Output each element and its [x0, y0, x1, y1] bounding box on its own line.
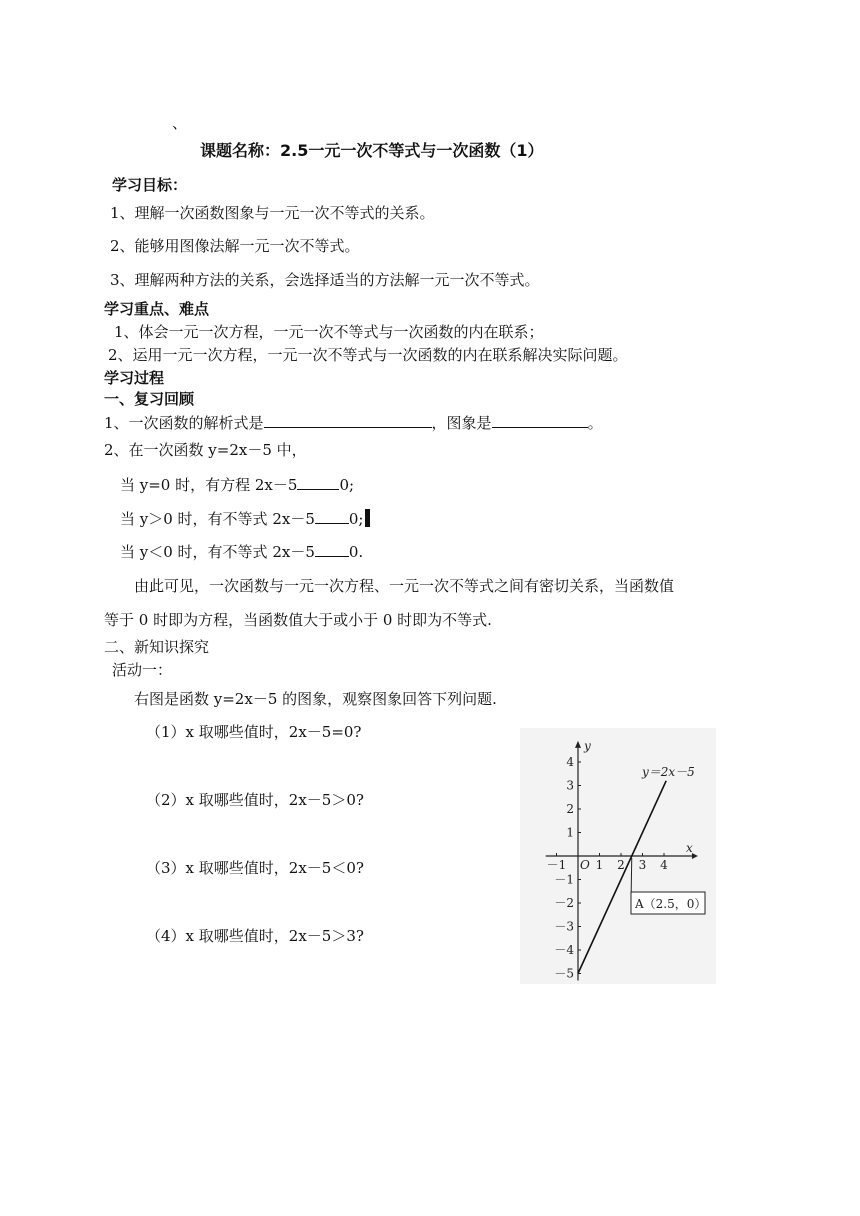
case-y-greater-end: 0; — [348, 510, 364, 528]
case-y-greater — [120, 508, 370, 529]
y-tick-label: －3 — [554, 919, 574, 934]
review-q2: 2、在一次函数 y=2x－5 中， — [104, 441, 307, 459]
focus-heading: 学习重点、难点 — [104, 300, 210, 318]
x-tick-label: 1 — [595, 858, 604, 872]
text-cursor — [365, 509, 370, 527]
answer-blank — [315, 541, 349, 557]
focus-item-1: 1、体会一元一次方程，一元一次不等式与一次函数的内在联系； — [114, 323, 544, 341]
goal-item-2: 2、能够用图像法解一元一次不等式。 — [110, 237, 360, 255]
function-graph — [520, 728, 716, 984]
x-axis-label: x — [685, 841, 693, 855]
case-y-less-end: 0. — [348, 543, 364, 561]
case-y-equal-end: 0; — [339, 476, 355, 494]
answer-blank — [492, 412, 588, 428]
focus-item-2: 2、运用一元一次方程，一元一次不等式与一次函数的内在联系解决实际问题。 — [108, 346, 628, 364]
question-4: （4）x 取哪些值时，2x－5＞3? — [146, 927, 364, 945]
review-heading: 一、复习回顾 — [104, 390, 195, 408]
summary-line-1: 由此可见，一次函数与一元一次方程、一元一次不等式之间有密切关系，当函数值 — [134, 577, 675, 595]
case-y-less — [120, 541, 363, 562]
y-tick-label: －2 — [554, 896, 574, 910]
case-y-equal-text: 当 y=0 时，有方程 2x－5 — [120, 476, 298, 494]
review-q1-text-a: 1、一次函数的解析式是 — [104, 414, 264, 432]
y-tick-label: 2 — [566, 802, 574, 816]
x-tick-label: 3 — [638, 858, 647, 872]
question-1: （1）x 取哪些值时，2x－5=0? — [146, 723, 362, 741]
y-tick-label: －4 — [554, 943, 574, 957]
x-tick-label: －1 — [546, 858, 567, 872]
process-heading: 学习过程 — [104, 369, 165, 387]
question-3: （3）x 取哪些值时，2x－5＜0? — [146, 859, 364, 877]
answer-blank — [297, 474, 339, 490]
x-tick-label: 4 — [660, 858, 668, 872]
activity-intro: 右图是函数 y=2x－5 的图象，观察图象回答下列问题. — [134, 690, 497, 708]
review-q1-text-b: ，图象是 — [431, 414, 492, 432]
annotation-label: A（2.5，0） — [635, 897, 707, 911]
y-tick-label: 4 — [566, 755, 574, 769]
goal-item-1: 1、理解一次函数图象与一元一次不等式的关系。 — [110, 204, 435, 222]
y-tick-label: －5 — [554, 966, 574, 981]
answer-blank — [315, 508, 349, 524]
summary-line-2: 等于 0 时即为方程，当函数值大于或小于 0 时即为不等式. — [104, 611, 492, 629]
question-2: （2）x 取哪些值时，2x－5＞0? — [146, 791, 364, 809]
case-y-less-text: 当 y＜0 时，有不等式 2x－5 — [120, 543, 315, 561]
y-tick-label: －1 — [554, 872, 574, 887]
y-axis-label: y — [584, 738, 591, 753]
stray-mark: 、 — [172, 114, 188, 132]
activity-label: 活动一： — [112, 661, 173, 679]
function-label: y＝2x－5 — [642, 765, 695, 779]
review-q1 — [104, 412, 603, 433]
origin-label: O — [580, 858, 590, 872]
x-tick-label: 2 — [617, 858, 625, 872]
explore-heading: 二、新知识探究 — [104, 638, 210, 656]
page-title: 课题名称：2.5一元一次不等式与一次函数（1） — [200, 141, 544, 160]
y-tick-label: 1 — [566, 825, 574, 840]
goals-heading: 学习目标： — [112, 176, 188, 194]
review-q1-text-c: 。 — [587, 414, 603, 432]
goal-item-3: 3、理解两种方法的关系，会选择适当的方法解一元一次不等式。 — [110, 271, 540, 289]
y-tick-label: 3 — [566, 778, 574, 793]
answer-blank — [264, 412, 432, 428]
case-y-greater-text: 当 y＞0 时，有不等式 2x－5 — [120, 510, 315, 528]
case-y-equal — [120, 474, 354, 495]
